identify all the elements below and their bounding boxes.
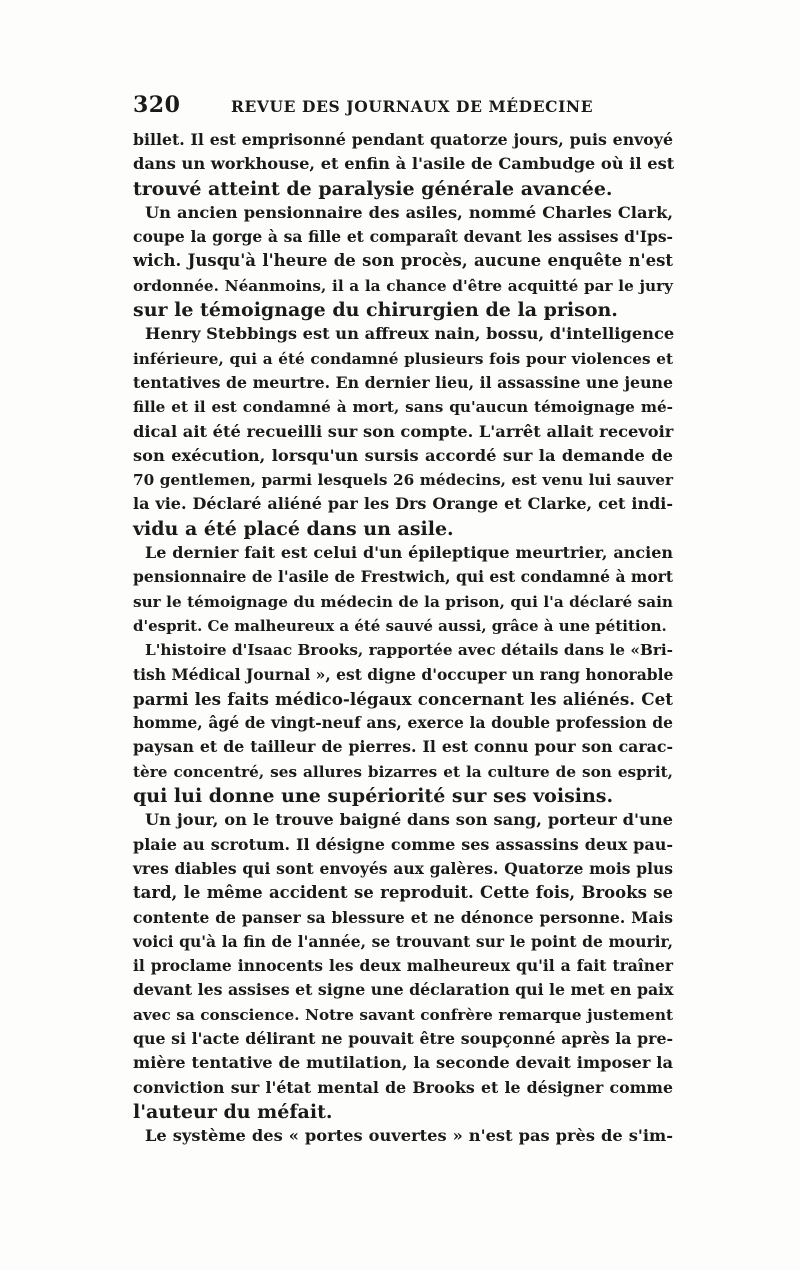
- text-line: voici qu'à la fin de l'année, se trouvant sur le point de mourir,: [133, 931, 673, 951]
- text-line: paysan et de tailleur de pierres. Il est connu pour son carac-: [133, 737, 673, 757]
- text-line: 70 gentlemen, parmi lesquels 26 médecins, est venu lui sauver: [133, 471, 673, 490]
- text-line: tish Médical Journal », est digne d'occuper un rang honorable: [133, 664, 674, 684]
- text-line: coupe la gorge à sa fille et comparaît devant les assises d'Ips-: [133, 227, 673, 247]
- text-line: Un jour, on le trouve baigné dans son sang, porteur d'une: [145, 810, 673, 830]
- text-line: wich. Jusqu'à l'heure de son procès, aucune enquête n'est: [133, 251, 673, 271]
- text-line: trouvé atteint de paralysie générale avancée.: [133, 177, 613, 200]
- text-line: ordonnée. Néanmoins, il a la chance d'être acquitté par le jury: [133, 276, 673, 295]
- text-line: fille et il est condamné à mort, sans qu'aucun témoignage mé-: [133, 398, 673, 417]
- text-line: billet. Il est emprisonné pendant quatorze jours, puis envoyé: [133, 130, 673, 149]
- text-line: contente de panser sa blessure et ne dénonce personne. Mais: [133, 907, 673, 927]
- text-line: avec sa conscience. Notre savant confrère remarque justement: [133, 1005, 673, 1024]
- text-line: vres diables qui sont envoyés aux galères. Quatorze mois plus: [133, 858, 673, 878]
- text-line: Le dernier fait est celui d'un épileptique meurtrier, ancien: [145, 543, 673, 563]
- text-line: tère concentré, ses allures bizarres et la culture de son esprit,: [133, 762, 673, 781]
- text-line: parmi les faits médico-légaux concernant les aliénés. Cet: [133, 688, 673, 709]
- text-line: pensionnaire de l'asile de Frestwich, qui est condamné à mort: [133, 567, 673, 587]
- text-line: dical ait été recueilli sur son compte. L'arrêt allait recevoir: [133, 421, 674, 441]
- text-line: devant les assises et signe une déclaration qui le met en paix: [133, 980, 674, 1000]
- text-line: conviction sur l'état mental de Brooks et le désigner comme: [133, 1077, 673, 1097]
- text-line: Un ancien pensionnaire des asiles, nommé Charles Clark,: [145, 202, 673, 222]
- text-line: Henry Stebbings est un affreux nain, bossu, d'intelligence: [145, 324, 675, 344]
- body-text: [133, 128, 673, 1148]
- text-line: tentatives de meurtre. En dernier lieu, il assassine une jeune: [133, 372, 673, 392]
- text-line: sur le témoignage du chirurgien de la prison.: [133, 299, 618, 322]
- text-line: la vie. Déclaré aliéné par les Drs Orange et Clarke, cet indi-: [133, 494, 673, 514]
- text-line: mière tentative de mutilation, la seconde devait imposer la: [133, 1053, 673, 1073]
- text-line: inférieure, qui a été condamné plusieurs fois pour violences et: [133, 349, 673, 368]
- text-line: plaie au scrotum. Il désigne comme ses assassins deux pau-: [133, 834, 673, 854]
- text-line: il proclame innocents les deux malheureux qu'il a fait traîner: [133, 956, 673, 976]
- text-line: homme, âgé de vingt-neuf ans, exerce la double profession de: [133, 713, 673, 733]
- running-title: REVUE DES JOURNAUX DE MÉDECINE: [231, 97, 594, 116]
- text-line: L'histoire d'Isaac Brooks, rapportée avec détails dans le «Bri-: [145, 641, 673, 660]
- text-line: l'auteur du méfait.: [133, 1100, 333, 1123]
- text-line: dans un workhouse, et enfin à l'asile de Cambudge où il est: [133, 154, 675, 174]
- text-line: tard, le même accident se reproduit. Cette fois, Brooks se: [133, 883, 673, 903]
- page-number: 320: [133, 92, 181, 118]
- text-line: son exécution, lorsqu'un sursis accordé sur la demande de: [133, 445, 673, 465]
- text-line: vidu a été placé dans un asile.: [133, 517, 454, 540]
- text-line: d'esprit. Ce malheureux a été sauvé aussi, grâce à une pétition.: [133, 616, 667, 635]
- text-line: que si l'acte délirant ne pouvait être soupçonné après la pre-: [133, 1028, 673, 1048]
- text-line: sur le témoignage du médecin de la prison, qui l'a déclaré sain: [133, 592, 673, 611]
- text-line: qui lui donne une supériorité sur ses voisins.: [133, 785, 614, 808]
- text-line: Le système des « portes ouvertes » n'est pas près de s'im-: [145, 1126, 673, 1146]
- page-header: [133, 92, 673, 122]
